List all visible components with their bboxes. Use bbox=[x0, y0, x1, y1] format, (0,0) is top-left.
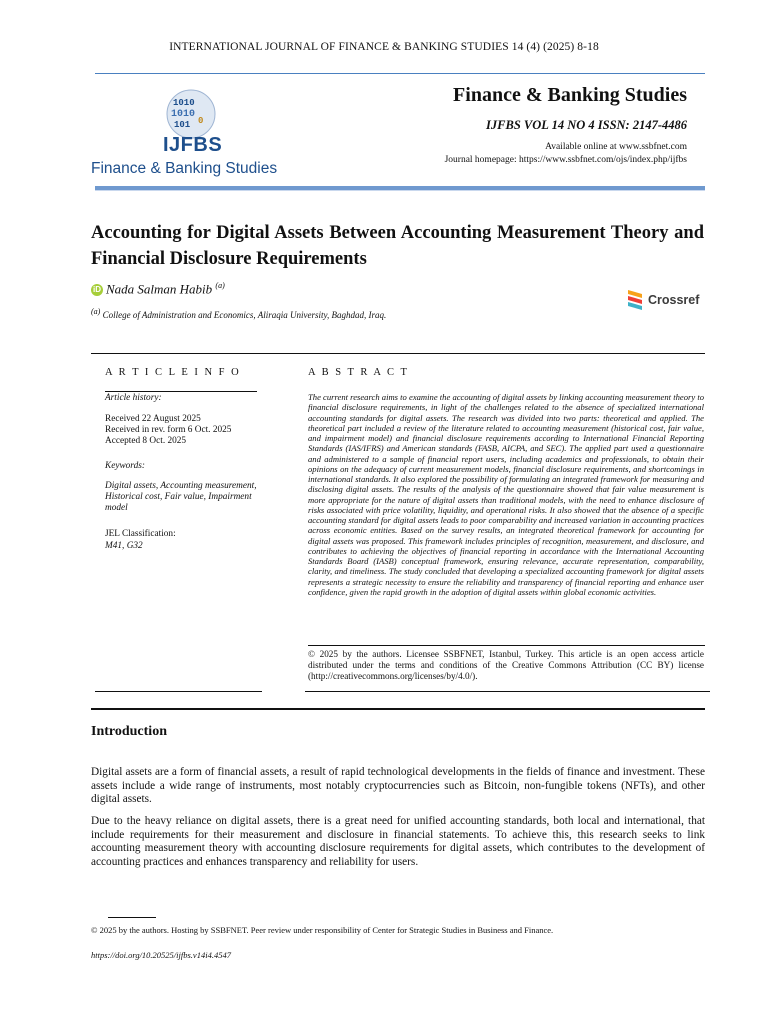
footnote: © 2025 by the authors. Hosting by SSBFNET. Peer review under responsibility of Center for Strategic Studies in Business and Finance. bbox=[91, 925, 554, 935]
license-text: © 2025 by the authors. Licensee SSBFNET, Istanbul, Turkey. This article is an open access article distributed under the terms and conditions of the Creative Commons Attribution (CC BY) license (http://creativecommons.org/licenses/by/4.0/). bbox=[308, 649, 704, 681]
section-divider-top bbox=[91, 353, 705, 354]
journal-volume-issn: IJFBS VOL 14 NO 4 ISSN: 2147-4486 bbox=[486, 118, 687, 132]
binary-globe-icon bbox=[165, 88, 217, 140]
orcid-icon[interactable]: iD bbox=[93, 285, 101, 295]
logo-fullname: Finance & Banking Studies bbox=[91, 160, 278, 177]
crossref-icon bbox=[626, 288, 646, 312]
crossref-label: Crossref bbox=[648, 293, 700, 307]
license-divider-bottom bbox=[305, 691, 710, 692]
crossref-badge[interactable] bbox=[626, 288, 706, 312]
header-divider-top bbox=[95, 73, 705, 74]
article-info-heading: A R T I C L E I N F O bbox=[105, 367, 241, 378]
received-date: Received 22 August 2025 bbox=[105, 414, 201, 424]
header-divider-shadow bbox=[95, 190, 705, 191]
journal-homepage-link[interactable]: Journal homepage: https://www.ssbfnet.com/ojs/index.php/ijfbs bbox=[444, 155, 687, 165]
svg-text:0: 0 bbox=[198, 116, 204, 126]
accepted-date: Accepted 8 Oct. 2025 bbox=[105, 436, 187, 446]
affiliation bbox=[91, 307, 386, 320]
doi-link[interactable]: https://doi.org/10.20525/ijfbs.v14i4.4547 bbox=[91, 950, 231, 960]
footnote-divider bbox=[108, 917, 156, 918]
article-title: Accounting for Digital Assets Between Accounting Measurement Theory and Financial Disclosure Requirements bbox=[91, 223, 704, 269]
author-affiliation-marker: (a) bbox=[215, 281, 225, 290]
journal-logo bbox=[88, 86, 298, 184]
available-online[interactable]: Available online at www.ssbfnet.com bbox=[545, 142, 687, 152]
article-info-divider bbox=[105, 391, 257, 392]
svg-text:1010: 1010 bbox=[173, 98, 195, 108]
section-divider-bottom bbox=[91, 708, 705, 710]
svg-text:1010: 1010 bbox=[171, 109, 196, 120]
affiliation-text: College of Administration and Economics, Aliraqia University, Baghdad, Iraq. bbox=[102, 310, 387, 320]
intro-paragraph-1: Digital assets are a form of financial assets, a result of rapid technological developments in the fields of finance and investment. These assets include a wide range of instruments, most notably cryptocurrencies such as Bitcoin, non-fungible tokens (NFTs), and other digital assets. bbox=[91, 766, 705, 805]
svg-text:101: 101 bbox=[174, 120, 191, 130]
intro-paragraph-2: Due to the heavy reliance on digital assets, there is a great need for unified accounting standards, both local and international, that include requirements for their measurement and disclosure in financial statements. To achieve this, this research seeks to link accounting measurement theory with accounting disclosure requirements for digital assets, which contributes to the development of accounting practices and enhances transparency and reliability for users. bbox=[91, 815, 705, 868]
journal-name: Finance & Banking Studies bbox=[453, 84, 687, 106]
keywords: Digital assets, Accounting measurement, Historical cost, Fair value, Impairment model bbox=[105, 481, 257, 513]
jel-codes: M41, G32 bbox=[105, 541, 143, 551]
keywords-label: Keywords: bbox=[105, 461, 145, 471]
affiliation-marker: (a) bbox=[91, 307, 101, 316]
logo-abbrev: IJFBS bbox=[163, 134, 223, 156]
abstract-text: The current research aims to examine the accounting of digital assets by linking accounting measurement theory to financial disclosure requirements, in light of the challenges related to the absence of specialized international accounting standards for digital assets. The research was divided into two parts: theoretical and applied. The theoretical part included a review of the literature related to accounting measurement (historical cost, fair value, and impairment model) and financial disclosure requirements according to International Financial Reporting Standards (IAS/IFRS) and American standards (FASB, AICPA, and SEC). The applied part used a questionnaire and administered to a sample of financial report users, including academics and professionals, to obtain their opinions on the adequacy of current measurement models, financial disclosure requirements, and shortcomings in international standards. It also explored the possibility of formulating an integrated framework for measuring and disclosing digital assets. The results of the analysis of the questionnaire showed that fair value measurement is more appropriate for the nature of digital assets than traditional models, with the need to enhance disclosure of risks associated with price volatility, liquidity, and operational risks. It also showed that the absence of a specific accounting standard for digital assets leads to poor comparability and increased variation in accounting practices across economic entities. Based on the survey results, an integrated theoretical framework for accounting for digital assets was proposed. This framework includes principles of recognition, measurement, and disclosure, and contributes to achieving the objectives of financial reporting in accordance with the International Accounting Standards Board (IASB) conceptual framework, ensuring relevance, accurate representation, comparability, clarity, and timeliness. The study concluded that developing a specialized accounting framework for digital assets represents a strategic necessity to ensure the reliability and transparency of financial reporting and enhance user confidence, given the rapid growth in the adoption of digital assets within global economic activities. bbox=[308, 392, 704, 597]
abstract-heading: A B S T R A C T bbox=[308, 367, 409, 378]
license-divider bbox=[308, 645, 705, 646]
introduction-heading: Introduction bbox=[91, 724, 167, 739]
article-history-dates bbox=[105, 414, 231, 447]
author-line bbox=[91, 281, 225, 297]
author-name: Nada Salman Habib bbox=[106, 281, 213, 297]
revised-date: Received in rev. form 6 Oct. 2025 bbox=[105, 425, 232, 435]
article-info-divider-bottom bbox=[95, 691, 262, 692]
running-head: INTERNATIONAL JOURNAL OF FINANCE & BANKING STUDIES 14 (4) (2025) 8-18 bbox=[169, 41, 599, 53]
article-history-label: Article history: bbox=[105, 393, 162, 403]
jel-label: JEL Classification: bbox=[105, 529, 176, 539]
